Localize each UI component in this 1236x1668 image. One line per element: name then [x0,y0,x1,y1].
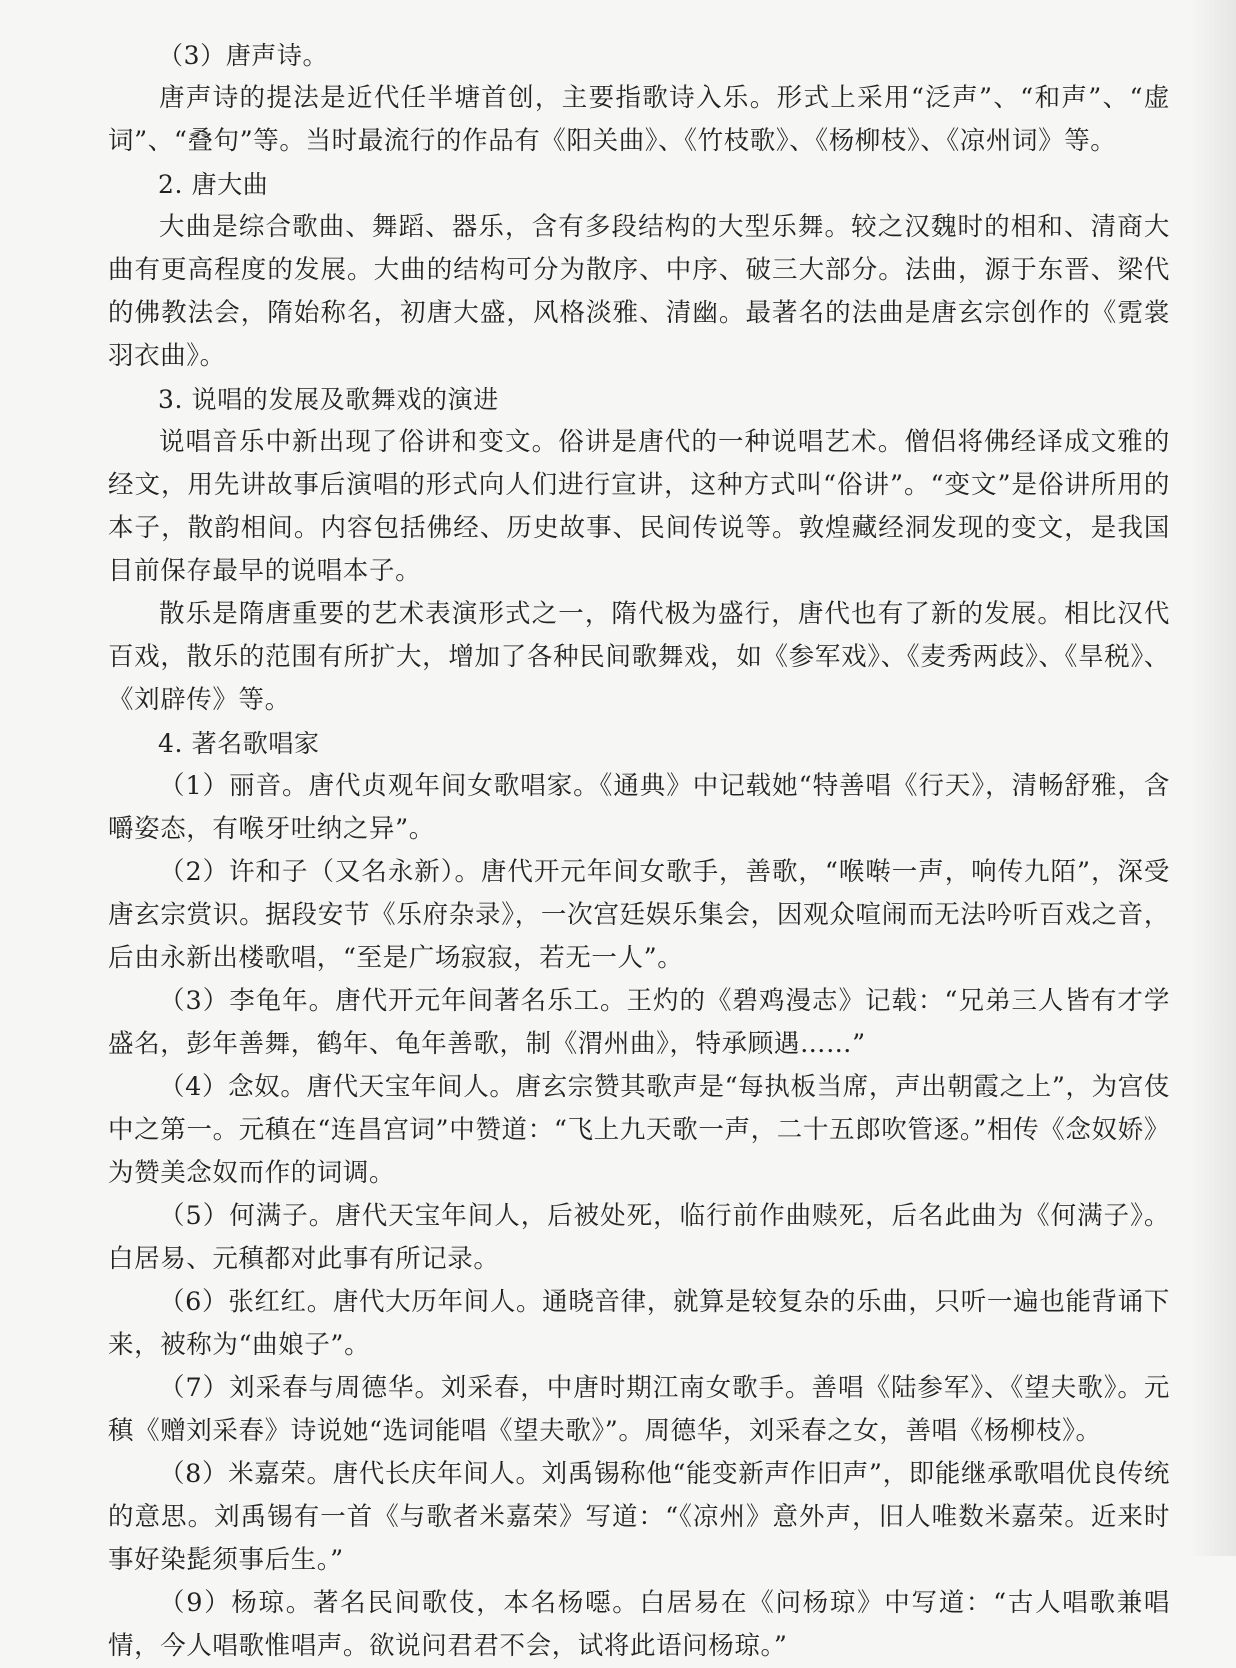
text-column [108,34,1170,1668]
subsection-heading-tang-shengshi: （3）唐声诗。 [158,41,329,70]
paragraph-singer-mijiarong: （8）米嘉荣。唐代长庆年间人。刘禹锡称他“能变新声作旧声”，即能继承歌唱优良传统的意思。刘禹锡有一首《与歌者米嘉荣》写道：“《凉州》意外声，旧人唯数米嘉荣。近来时事好染髭须事后生。” [108,1459,1170,1575]
section-heading-singers: 4. 著名歌唱家 [158,729,320,758]
paragraph-tang-daqu: 大曲是综合歌曲、舞蹈、器乐，含有多段结构的大型乐舞。较之汉魏时的相和、清商大曲有更高程度的发展。大曲的结构可分为散序、中序、破三大部分。法曲，源于东晋、梁代的佛教法会，隋始称名，初唐大盛，风格淡雅、清幽。最著名的法曲是唐玄宗创作的《霓裳羽衣曲》。 [108,212,1170,371]
paragraph-sujiang-bianwen: 说唱音乐中新出现了俗讲和变文。俗讲是唐代的一种说唱艺术。僧侣将佛经译成文雅的经文，用先讲故事后演唱的形式向人们进行宣讲，这种方式叫“俗讲”。“变文”是俗讲所用的本子，散韵相间。内容包括佛经、历史故事、民间传说等。敦煌藏经洞发现的变文，是我国目前保存最早的说唱本子。 [108,427,1170,586]
paragraph-singer-xuhezi: （2）许和子（又名永新）。唐代开元年间女歌手，善歌，“喉啭一声，响传九陌”，深受唐玄宗赏识。据段安节《乐府杂录》，一次宫廷娱乐集会，因观众喧闹而无法吟听百戏之音，后由永新出楼歌唱，“至是广场寂寂，若无一人”。 [108,857,1170,973]
paragraph-singer-hemanzi: （5）何满子。唐代天宝年间人，后被处死，临行前作曲赎死，后名此曲为《何满子》。白居易、元稹都对此事有所记录。 [108,1201,1170,1274]
paragraph-tang-shengshi: 唐声诗的提法是近代任半塘首创，主要指歌诗入乐。形式上采用“泛声”、“和声”、“虚词”、“叠句”等。当时最流行的作品有《阳关曲》、《竹枝歌》、《杨柳枝》、《凉州词》等。 [108,83,1170,156]
paragraph-singer-liucaichun: （7）刘采春与周德华。刘采春，中唐时期江南女歌手。善唱《陆参军》、《望夫歌》。元稹《赠刘采春》诗说她“选词能唱《望夫歌》”。周德华，刘采春之女，善唱《杨柳枝》。 [108,1373,1170,1446]
paragraph-singer-liguinian: （3）李龟年。唐代开元年间著名乐工。王灼的《碧鸡漫志》记载：“兄弟三人皆有才学盛名，彭年善舞，鹤年、龟年善歌，制《渭州曲》，特承顾遇……” [108,986,1170,1059]
section-heading-tang-daqu: 2. 唐大曲 [158,170,269,199]
paragraph-singer-zhanghonghong: （6）张红红。唐代大历年间人。通晓音律，就算是较复杂的乐曲，只听一遍也能背诵下来，被称为“曲娘子”。 [108,1287,1170,1360]
paragraph-singer-liyin: （1）丽音。唐代贞观年间女歌唱家。《通典》中记载她“特善唱《行天》，清畅舒雅，含嚼姿态，有喉牙吐纳之异”。 [108,771,1170,844]
paragraph-singer-yangqiong: （9）杨琼。著名民间歌伎，本名杨噁。白居易在《问杨琼》中写道：“古人唱歌兼唱情，今人唱歌惟唱声。欲说问君君不会，试将此语问杨琼。” [108,1588,1170,1661]
section-heading-shuochang: 3. 说唱的发展及歌舞戏的演进 [158,385,499,414]
paragraph-sanyue: 散乐是隋唐重要的艺术表演形式之一，隋代极为盛行，唐代也有了新的发展。相比汉代百戏，散乐的范围有所扩大，增加了各种民间歌舞戏，如《参军戏》、《麦秀两歧》、《旱税》、《刘辟传》等。 [108,599,1170,715]
page-edge-shadow [1190,0,1236,1556]
paragraph-singer-niannu: （4）念奴。唐代天宝年间人。唐玄宗赞其歌声是“每执板当席，声出朝霞之上”，为宫伎中之第一。元稹在“连昌宫词”中赞道：“飞上九天歌一声，二十五郎吹管逐。”相传《念奴娇》为赞美念奴而作的词调。 [108,1072,1170,1188]
